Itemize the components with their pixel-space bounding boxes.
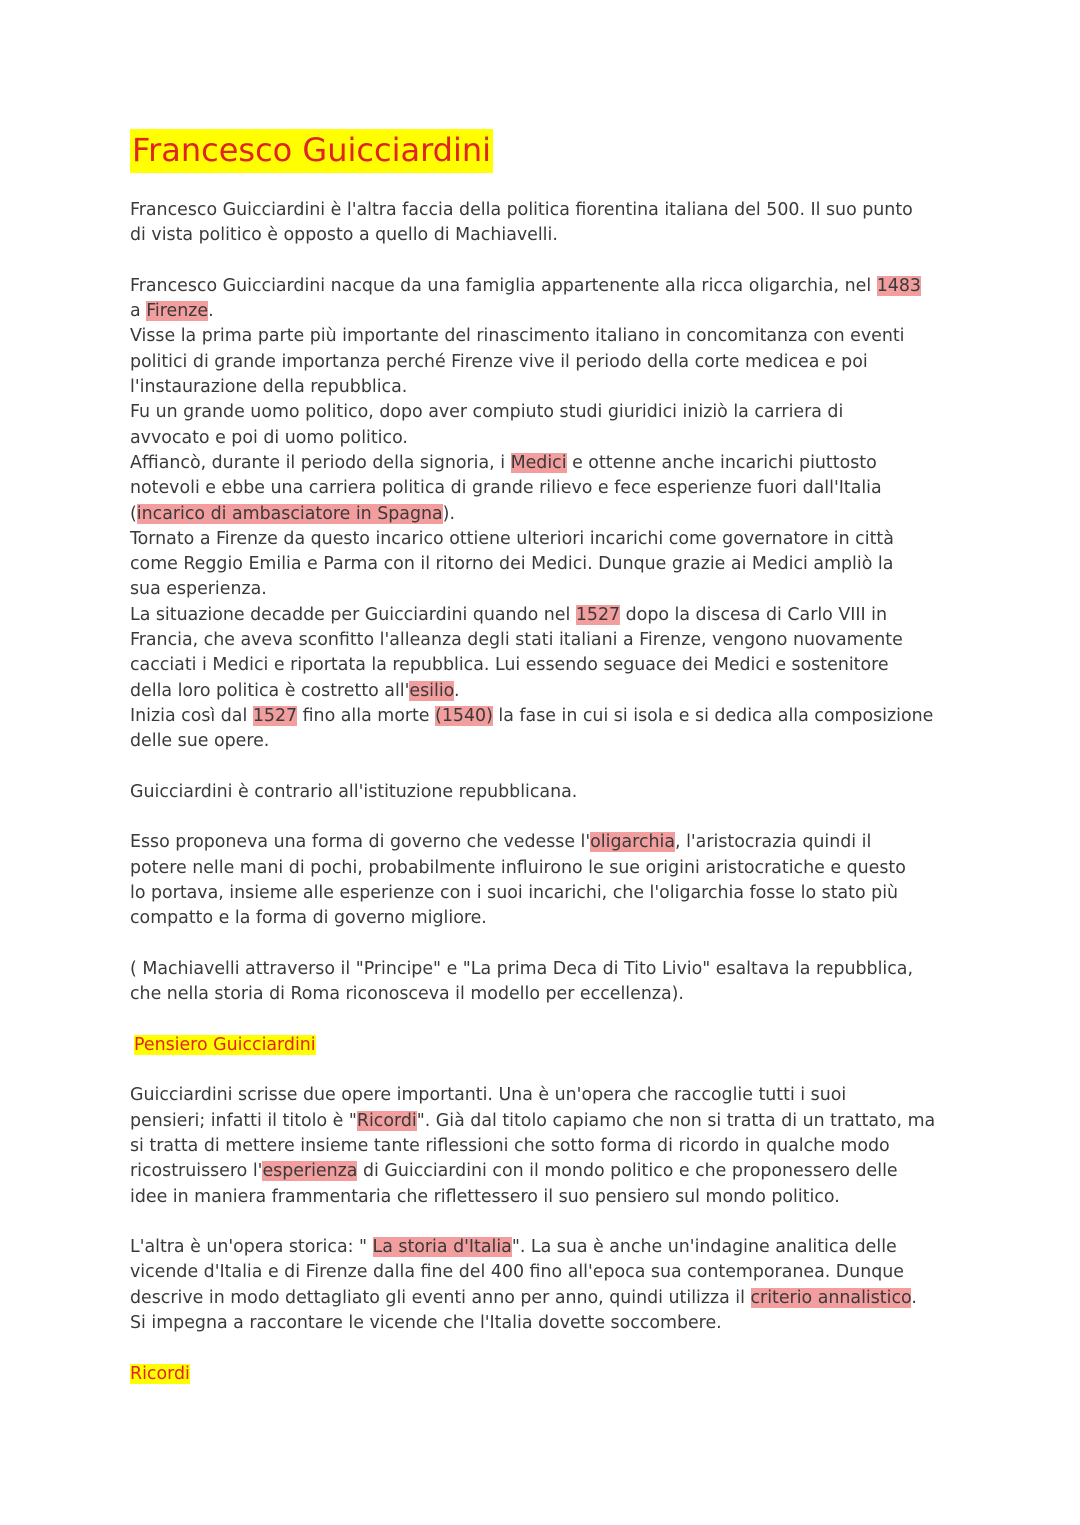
paragraph-text: ". La sua è anche un'indagine analitica delle vicende d'Italia e di Firenze dalla fine del 400 fino all'epoca sua contemporanea. Dunque descrive in modo dettagliato gli eventi anno per anno, quindi utilizza il: [130, 1237, 904, 1308]
paragraph-works-storia: [130, 1235, 952, 1336]
paragraph-text: L'altra è un'opera storica: ": [130, 1237, 373, 1258]
highlighted-keyword: oligarchia: [590, 832, 676, 853]
subheading-ricordi: [130, 1362, 952, 1387]
paragraph-text: Esso proponeva una forma di governo che vedesse l': [130, 832, 591, 853]
highlighted-keyword: esperienza: [262, 1161, 358, 1182]
paragraph-text: , l'aristocrazia quindi il potere nelle mani di pochi, probabilmente influirono le sue origini aristocratiche e questo lo portava, insieme alle esperienze con i suoi incarichi, che l'oligarchia fosse lo stato più compatto e la forma di governo migliore.: [130, 832, 906, 929]
paragraph-text: Guicciardini è contrario all'istituzione repubblicana.: [130, 781, 578, 802]
highlighted-keyword: Medici: [510, 452, 567, 473]
title-block: [130, 128, 952, 172]
paragraph-text: di Guicciardini con il mondo politico e che proponessero delle idee in maniera frammentaria che riflettessero il suo pensiero sul mondo politico.: [130, 1161, 898, 1207]
highlighted-keyword: Firenze: [146, 301, 209, 322]
paragraph-text: . Si impegna a raccontare le vicende che l'Italia dovette soccombere.: [130, 1287, 917, 1334]
paragraph-text: e ottenne anche incarichi piuttosto notevoli e ebbe una carriera politica di grande rilievo e fece esperienze fuori dall'Italia (: [130, 452, 882, 524]
paragraph-works-ricordi: [130, 1083, 952, 1209]
paragraph-text: . Inizia così dal: [130, 680, 460, 726]
highlighted-keyword: 1527: [252, 705, 298, 726]
document-page: [130, 128, 952, 1387]
subheading-ricordi-text: Ricordi: [130, 1363, 190, 1384]
paragraph-text: Guicciardini scrisse due opere importanti. Una è un'opera che raccoglie tutti i suoi pensieri; infatti il titolo è ": [130, 1085, 847, 1131]
paragraph-text: fino alla morte: [297, 705, 436, 726]
paragraph-oligarchy: [130, 830, 952, 931]
paragraph-text: Francesco Guicciardini nacque da una famiglia appartenente alla ricca oligarchia, nel: [130, 275, 877, 296]
paragraph-text: Francesco Guicciardini è l'altra faccia della politica fiorentina italiana del 500. Il suo punto di vista politico è opposto a quello di Machiavelli.: [130, 200, 913, 246]
highlighted-keyword: 1483: [876, 275, 921, 296]
paragraph-text: ( Machiavelli attraverso il "Principe" e "La prima Deca di Tito Livio" esaltava la repubblica, che nella storia di Roma riconosceva il modello per eccellenza).: [130, 958, 913, 1005]
highlighted-keyword: La storia d'Italia: [372, 1237, 512, 1258]
paragraph-biography: [130, 274, 952, 755]
highlighted-keyword: esilio: [409, 680, 455, 701]
paragraph-machiavelli-note: [130, 957, 952, 1008]
paragraph-text: dopo la discesa di Carlo VIII in Francia, che aveva sconfitto l'alleanza degli stati italiani a Firenze, vengono nuovamente cacciati i Medici e riportata la repubblica. Lui essendo seguace dei Medici e sostenitore della loro politica è costretto all': [130, 604, 903, 701]
paragraph-anti-republic: [130, 780, 952, 805]
paragraph-text: ). Tornato a Firenze da questo incarico ottiene ulteriori incarichi come governatore in città come Reggio Emilia e Parma con il ritorno dei Medici. Dunque grazie ai Medici ampliò la sua esperienza. La situazione decadde per Guicciardini quando nel: [130, 503, 894, 625]
document-title: [130, 128, 952, 172]
highlighted-keyword: (1540): [435, 705, 493, 726]
highlighted-keyword: criterio annalistico: [750, 1287, 912, 1308]
paragraph-text: ". Già dal titolo capiamo che non si tratta di un trattato, ma si tratta di mettere insieme tante riflessioni che sotto forma di ricordo in qualche modo ricostruissero l': [130, 1110, 936, 1182]
highlighted-keyword: incarico di ambasciatore in Spagna: [136, 503, 443, 524]
paragraph-text: . Visse la prima parte più importante del rinascimento italiano in concomitanza con eventi politici di grande importanza perché Firenze vive il periodo della corte medicea e poi l'instaurazione della repubblica. Fu un grande uomo politico, dopo aver compiuto studi giuridici iniziò la carriera di avvocato e poi di uomo politico. Affiancò, durante il periodo della signoria, i: [130, 301, 905, 473]
subheading-pensiero: [130, 1033, 952, 1058]
paragraph-text: a: [130, 301, 141, 322]
paragraph-text: la fase in cui si isola e si dedica alla composizione delle sue opere.: [130, 705, 934, 752]
paragraph-intro: [130, 198, 952, 249]
highlighted-keyword: 1527: [575, 604, 621, 625]
document-title-text: Francesco Guicciardini: [130, 129, 493, 173]
subheading-pensiero-text: Pensiero Guicciardini: [134, 1034, 316, 1055]
highlighted-keyword: Ricordi: [356, 1110, 417, 1131]
